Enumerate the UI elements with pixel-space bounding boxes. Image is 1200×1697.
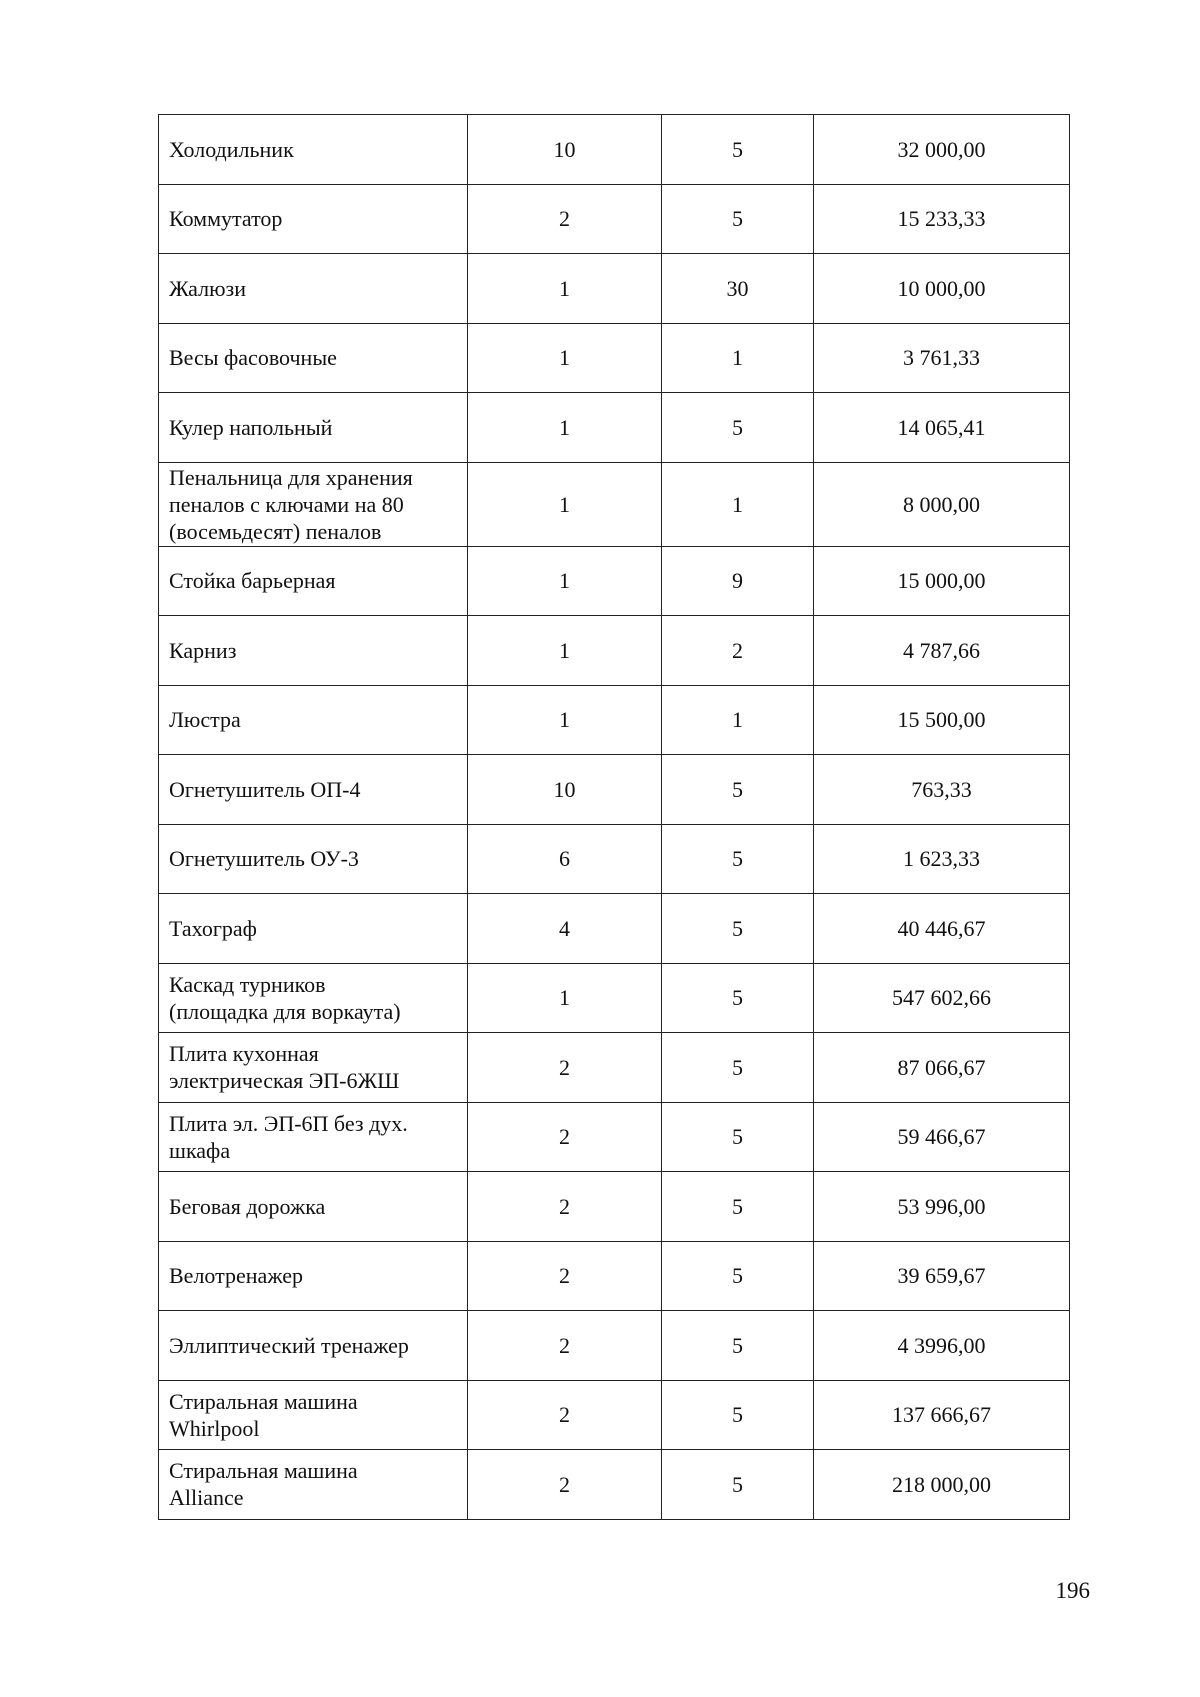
item-name: Плита эл. ЭП-6П без дух. шкафа xyxy=(169,1110,408,1163)
item-price: 8 000,00 xyxy=(814,462,1070,546)
item-qty: 2 xyxy=(468,1172,662,1242)
item-name-cell xyxy=(159,462,468,546)
item-years: 5 xyxy=(662,1380,814,1450)
table-row xyxy=(159,685,1070,755)
item-name-cell xyxy=(159,1241,468,1311)
item-qty: 1 xyxy=(468,462,662,546)
item-name-cell xyxy=(159,1102,468,1172)
item-name: Огнетушитель ОП-4 xyxy=(169,776,361,802)
item-price: 10 000,00 xyxy=(814,254,1070,324)
table-row xyxy=(159,546,1070,616)
item-name: Огнетушитель ОУ-3 xyxy=(169,846,359,872)
table-row xyxy=(159,616,1070,686)
item-name: Велотренажер xyxy=(169,1263,303,1289)
table-row xyxy=(159,393,1070,463)
item-qty: 10 xyxy=(468,115,662,185)
item-qty: 6 xyxy=(468,824,662,894)
item-price: 39 659,67 xyxy=(814,1241,1070,1311)
item-price: 4 3996,00 xyxy=(814,1311,1070,1381)
item-name: Каскад турников (площадка для воркаута) xyxy=(169,971,401,1024)
item-qty: 2 xyxy=(468,1450,662,1520)
item-years: 5 xyxy=(662,1033,814,1103)
item-price: 3 761,33 xyxy=(814,323,1070,393)
item-name: Весы фасовочные xyxy=(169,345,337,371)
table-row xyxy=(159,1102,1070,1172)
item-qty: 2 xyxy=(468,1102,662,1172)
item-price: 59 466,67 xyxy=(814,1102,1070,1172)
item-price: 14 065,41 xyxy=(814,393,1070,463)
table-row xyxy=(159,254,1070,324)
item-name-cell xyxy=(159,323,468,393)
item-name-cell xyxy=(159,1172,468,1242)
item-name-cell xyxy=(159,254,468,324)
item-price: 15 000,00 xyxy=(814,546,1070,616)
item-years: 1 xyxy=(662,685,814,755)
item-name: Жалюзи xyxy=(169,275,246,301)
table-row xyxy=(159,115,1070,185)
item-price: 1 623,33 xyxy=(814,824,1070,894)
item-name-cell xyxy=(159,1380,468,1450)
table-row xyxy=(159,462,1070,546)
item-name-cell xyxy=(159,963,468,1033)
item-price: 87 066,67 xyxy=(814,1033,1070,1103)
table-row xyxy=(159,894,1070,964)
page-number: 196 xyxy=(1055,1578,1090,1603)
equipment-table xyxy=(158,114,1070,1520)
item-name: Тахограф xyxy=(169,915,257,941)
item-years: 9 xyxy=(662,546,814,616)
item-qty: 2 xyxy=(468,1380,662,1450)
item-name-cell xyxy=(159,616,468,686)
table-row xyxy=(159,1172,1070,1242)
item-price: 547 602,66 xyxy=(814,963,1070,1033)
item-name: Кулер напольный xyxy=(169,414,333,440)
item-years: 5 xyxy=(662,963,814,1033)
item-qty: 1 xyxy=(468,393,662,463)
item-name: Стиральная машина Whirlpool xyxy=(169,1388,358,1441)
item-qty: 1 xyxy=(468,546,662,616)
item-name-cell xyxy=(159,1033,468,1103)
item-name-cell xyxy=(159,824,468,894)
item-years: 1 xyxy=(662,462,814,546)
item-price: 763,33 xyxy=(814,755,1070,825)
item-price: 137 666,67 xyxy=(814,1380,1070,1450)
item-name-cell xyxy=(159,1450,468,1520)
item-name: Плита кухонная электрическая ЭП-6ЖШ xyxy=(169,1041,400,1094)
item-name-cell xyxy=(159,1311,468,1381)
item-years: 5 xyxy=(662,184,814,254)
item-qty: 1 xyxy=(468,616,662,686)
item-years: 5 xyxy=(662,393,814,463)
item-name: Стиральная машина Alliance xyxy=(169,1458,358,1511)
item-years: 5 xyxy=(662,755,814,825)
table-row xyxy=(159,1380,1070,1450)
item-years: 5 xyxy=(662,1241,814,1311)
item-price: 4 787,66 xyxy=(814,616,1070,686)
item-name-cell xyxy=(159,755,468,825)
item-years: 5 xyxy=(662,1102,814,1172)
item-price: 15 233,33 xyxy=(814,184,1070,254)
item-qty: 2 xyxy=(468,184,662,254)
item-name: Холодильник xyxy=(169,136,294,162)
item-name: Беговая дорожка xyxy=(169,1193,326,1219)
item-price: 15 500,00 xyxy=(814,685,1070,755)
table-row xyxy=(159,323,1070,393)
table-row xyxy=(159,1241,1070,1311)
item-price: 218 000,00 xyxy=(814,1450,1070,1520)
table-row xyxy=(159,755,1070,825)
table-row xyxy=(159,1033,1070,1103)
item-years: 5 xyxy=(662,115,814,185)
item-years: 5 xyxy=(662,1450,814,1520)
item-name: Стойка барьерная xyxy=(169,568,336,594)
item-qty: 10 xyxy=(468,755,662,825)
item-name: Коммутатор xyxy=(169,206,283,232)
item-name: Карниз xyxy=(169,637,237,663)
item-qty: 1 xyxy=(468,323,662,393)
item-name: Пенальница для хранения пеналов с ключами на 80 (восемьдесят) пеналов xyxy=(169,464,413,544)
item-qty: 4 xyxy=(468,894,662,964)
table-row xyxy=(159,184,1070,254)
table-row xyxy=(159,1450,1070,1520)
item-qty: 2 xyxy=(468,1311,662,1381)
item-name-cell xyxy=(159,546,468,616)
table-row xyxy=(159,963,1070,1033)
item-price: 53 996,00 xyxy=(814,1172,1070,1242)
item-qty: 1 xyxy=(468,685,662,755)
item-years: 2 xyxy=(662,616,814,686)
table-row xyxy=(159,1311,1070,1381)
item-qty: 2 xyxy=(468,1033,662,1103)
item-years: 30 xyxy=(662,254,814,324)
item-name-cell xyxy=(159,184,468,254)
item-years: 1 xyxy=(662,323,814,393)
item-price: 40 446,67 xyxy=(814,894,1070,964)
item-qty: 2 xyxy=(468,1241,662,1311)
item-name-cell xyxy=(159,115,468,185)
item-name-cell xyxy=(159,685,468,755)
item-qty: 1 xyxy=(468,254,662,324)
item-qty: 1 xyxy=(468,963,662,1033)
item-price: 32 000,00 xyxy=(814,115,1070,185)
equipment-table-body xyxy=(159,115,1070,1520)
item-name-cell xyxy=(159,894,468,964)
table-row xyxy=(159,824,1070,894)
item-years: 5 xyxy=(662,894,814,964)
item-name: Люстра xyxy=(169,707,241,733)
item-years: 5 xyxy=(662,824,814,894)
item-years: 5 xyxy=(662,1311,814,1381)
item-name: Эллиптический тренажер xyxy=(169,1332,409,1358)
item-years: 5 xyxy=(662,1172,814,1242)
item-name-cell xyxy=(159,393,468,463)
